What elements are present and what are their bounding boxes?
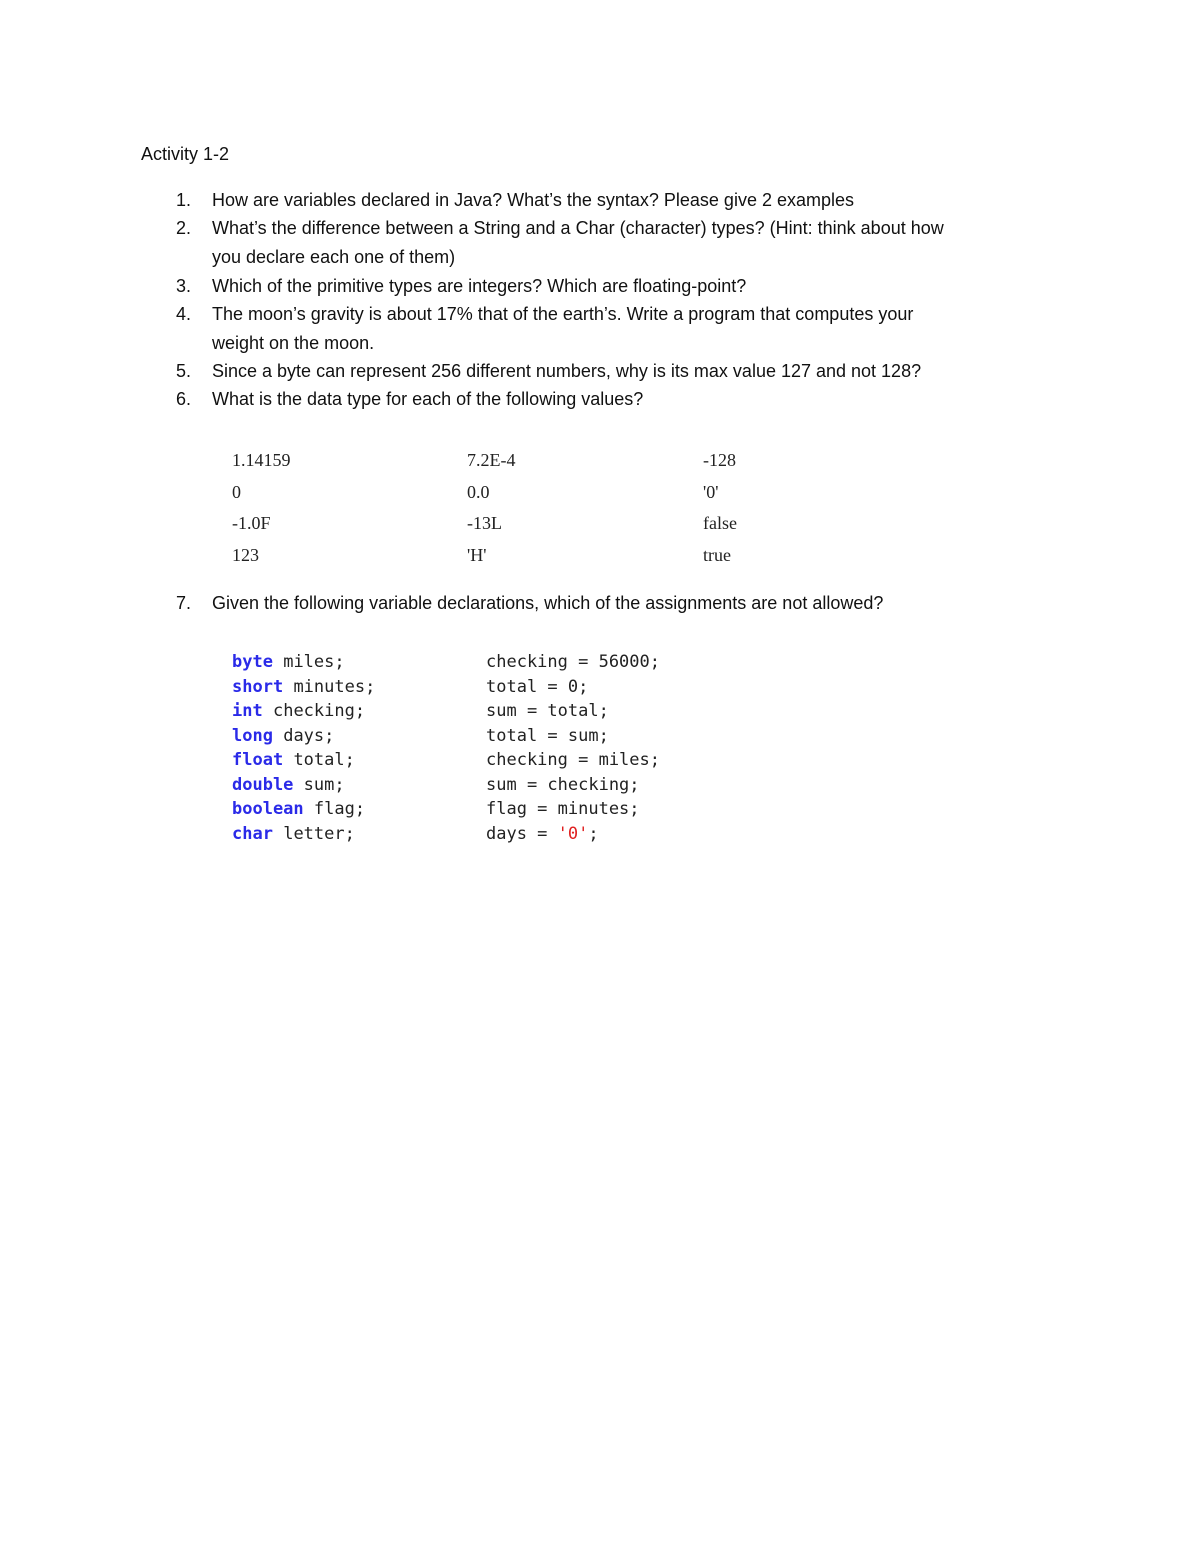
assignment: [486, 652, 660, 672]
value-cell: -13L: [467, 513, 502, 533]
assignment-text: flag = minutes;: [486, 799, 640, 819]
question-text: Given the following variable declarations, which of the assignments are not allowed?: [212, 593, 884, 613]
value-cell: 'H': [467, 544, 487, 565]
assignment-text: sum = total;: [486, 701, 609, 721]
value-cell: false: [703, 513, 737, 533]
type-keyword: long: [232, 725, 273, 746]
declaration: [232, 750, 355, 770]
code-line: [232, 677, 932, 702]
variable-name: checking;: [272, 701, 366, 721]
assignment-text: checking = 56000;: [486, 652, 660, 672]
question-number: 1.: [176, 190, 192, 210]
variable-name: minutes;: [293, 676, 376, 697]
type-keyword: int: [232, 701, 263, 721]
assignment: [486, 750, 660, 770]
type-keyword: short: [232, 676, 284, 697]
string-literal: '0': [557, 823, 589, 844]
question-text: What is the data type for each of the following values?: [212, 389, 644, 409]
variable-name: days;: [283, 725, 335, 746]
assignment: [486, 677, 588, 697]
activity-title: Activity 1-2: [141, 144, 230, 164]
code-line: [232, 750, 932, 775]
assignment: [486, 824, 599, 844]
assignment: [486, 701, 609, 721]
value-cell: '0': [703, 481, 719, 502]
type-keyword: double: [232, 774, 294, 795]
value-cell: 0.0: [467, 481, 490, 502]
question-number: 7.: [176, 593, 192, 613]
declaration: [232, 775, 345, 795]
code-line: [232, 652, 932, 677]
question-text: The moon’s gravity is about 17% that of the earth’s. Write a program that computes your: [212, 304, 914, 324]
value-cell: 0: [232, 481, 241, 502]
type-keyword: char: [232, 823, 273, 844]
variable-name: letter;: [283, 823, 355, 844]
values-row: [232, 545, 932, 577]
declaration: [232, 652, 345, 672]
question-text: What’s the difference between a String and a Char (character) types? (Hint: think about how: [212, 218, 944, 238]
type-keyword: float: [232, 750, 284, 770]
question-text: Since a byte can represent 256 different numbers, why is its max value 127 and not 128?: [212, 361, 922, 381]
code-block: [232, 652, 932, 848]
assignment-text: days =: [486, 823, 558, 844]
question-text: Which of the primitive types are integers? Which are floating-point?: [212, 276, 747, 296]
variable-name: total;: [293, 750, 355, 770]
question-number: 4.: [176, 304, 192, 324]
question-text: How are variables declared in Java? What’s the syntax? Please give 2 examples: [212, 190, 855, 210]
code-line: [232, 701, 932, 726]
statement-end: ;: [588, 823, 599, 844]
assignment: [486, 799, 640, 819]
question-text: weight on the moon.: [212, 333, 375, 353]
value-cell: 7.2E-4: [467, 450, 516, 470]
assignment-text: total = sum;: [486, 725, 609, 746]
assignment-text: total = 0;: [486, 676, 589, 697]
assignment: [486, 726, 609, 746]
values-table: [232, 450, 932, 576]
code-line: [232, 824, 932, 849]
value-cell: 1.14159: [232, 450, 291, 470]
values-row: [232, 450, 932, 482]
assignment-text: checking = miles;: [486, 750, 660, 770]
type-keyword: byte: [232, 652, 273, 672]
question-number: 2.: [176, 218, 192, 238]
question-number: 6.: [176, 389, 192, 409]
type-keyword: boolean: [232, 799, 304, 819]
declaration: [232, 677, 375, 697]
value-cell: -1.0F: [232, 513, 271, 533]
code-line: [232, 799, 932, 824]
values-row: [232, 482, 932, 514]
variable-name: miles;: [283, 652, 345, 672]
assignment: [486, 775, 640, 795]
assignment-text: sum = checking;: [486, 774, 640, 795]
code-line: [232, 775, 932, 800]
variable-name: flag;: [313, 799, 366, 819]
declaration: [232, 799, 365, 819]
value-cell: -128: [703, 450, 736, 470]
question-number: 5.: [176, 361, 192, 381]
code-line: [232, 726, 932, 751]
value-cell: true: [703, 544, 731, 565]
declaration: [232, 726, 334, 746]
values-row: [232, 513, 932, 545]
question-text: you declare each one of them): [212, 247, 456, 267]
variable-name: sum;: [303, 774, 345, 795]
declaration: [232, 824, 355, 844]
question-number: 3.: [176, 276, 192, 296]
value-cell: 123: [232, 544, 259, 565]
declaration: [232, 701, 365, 721]
